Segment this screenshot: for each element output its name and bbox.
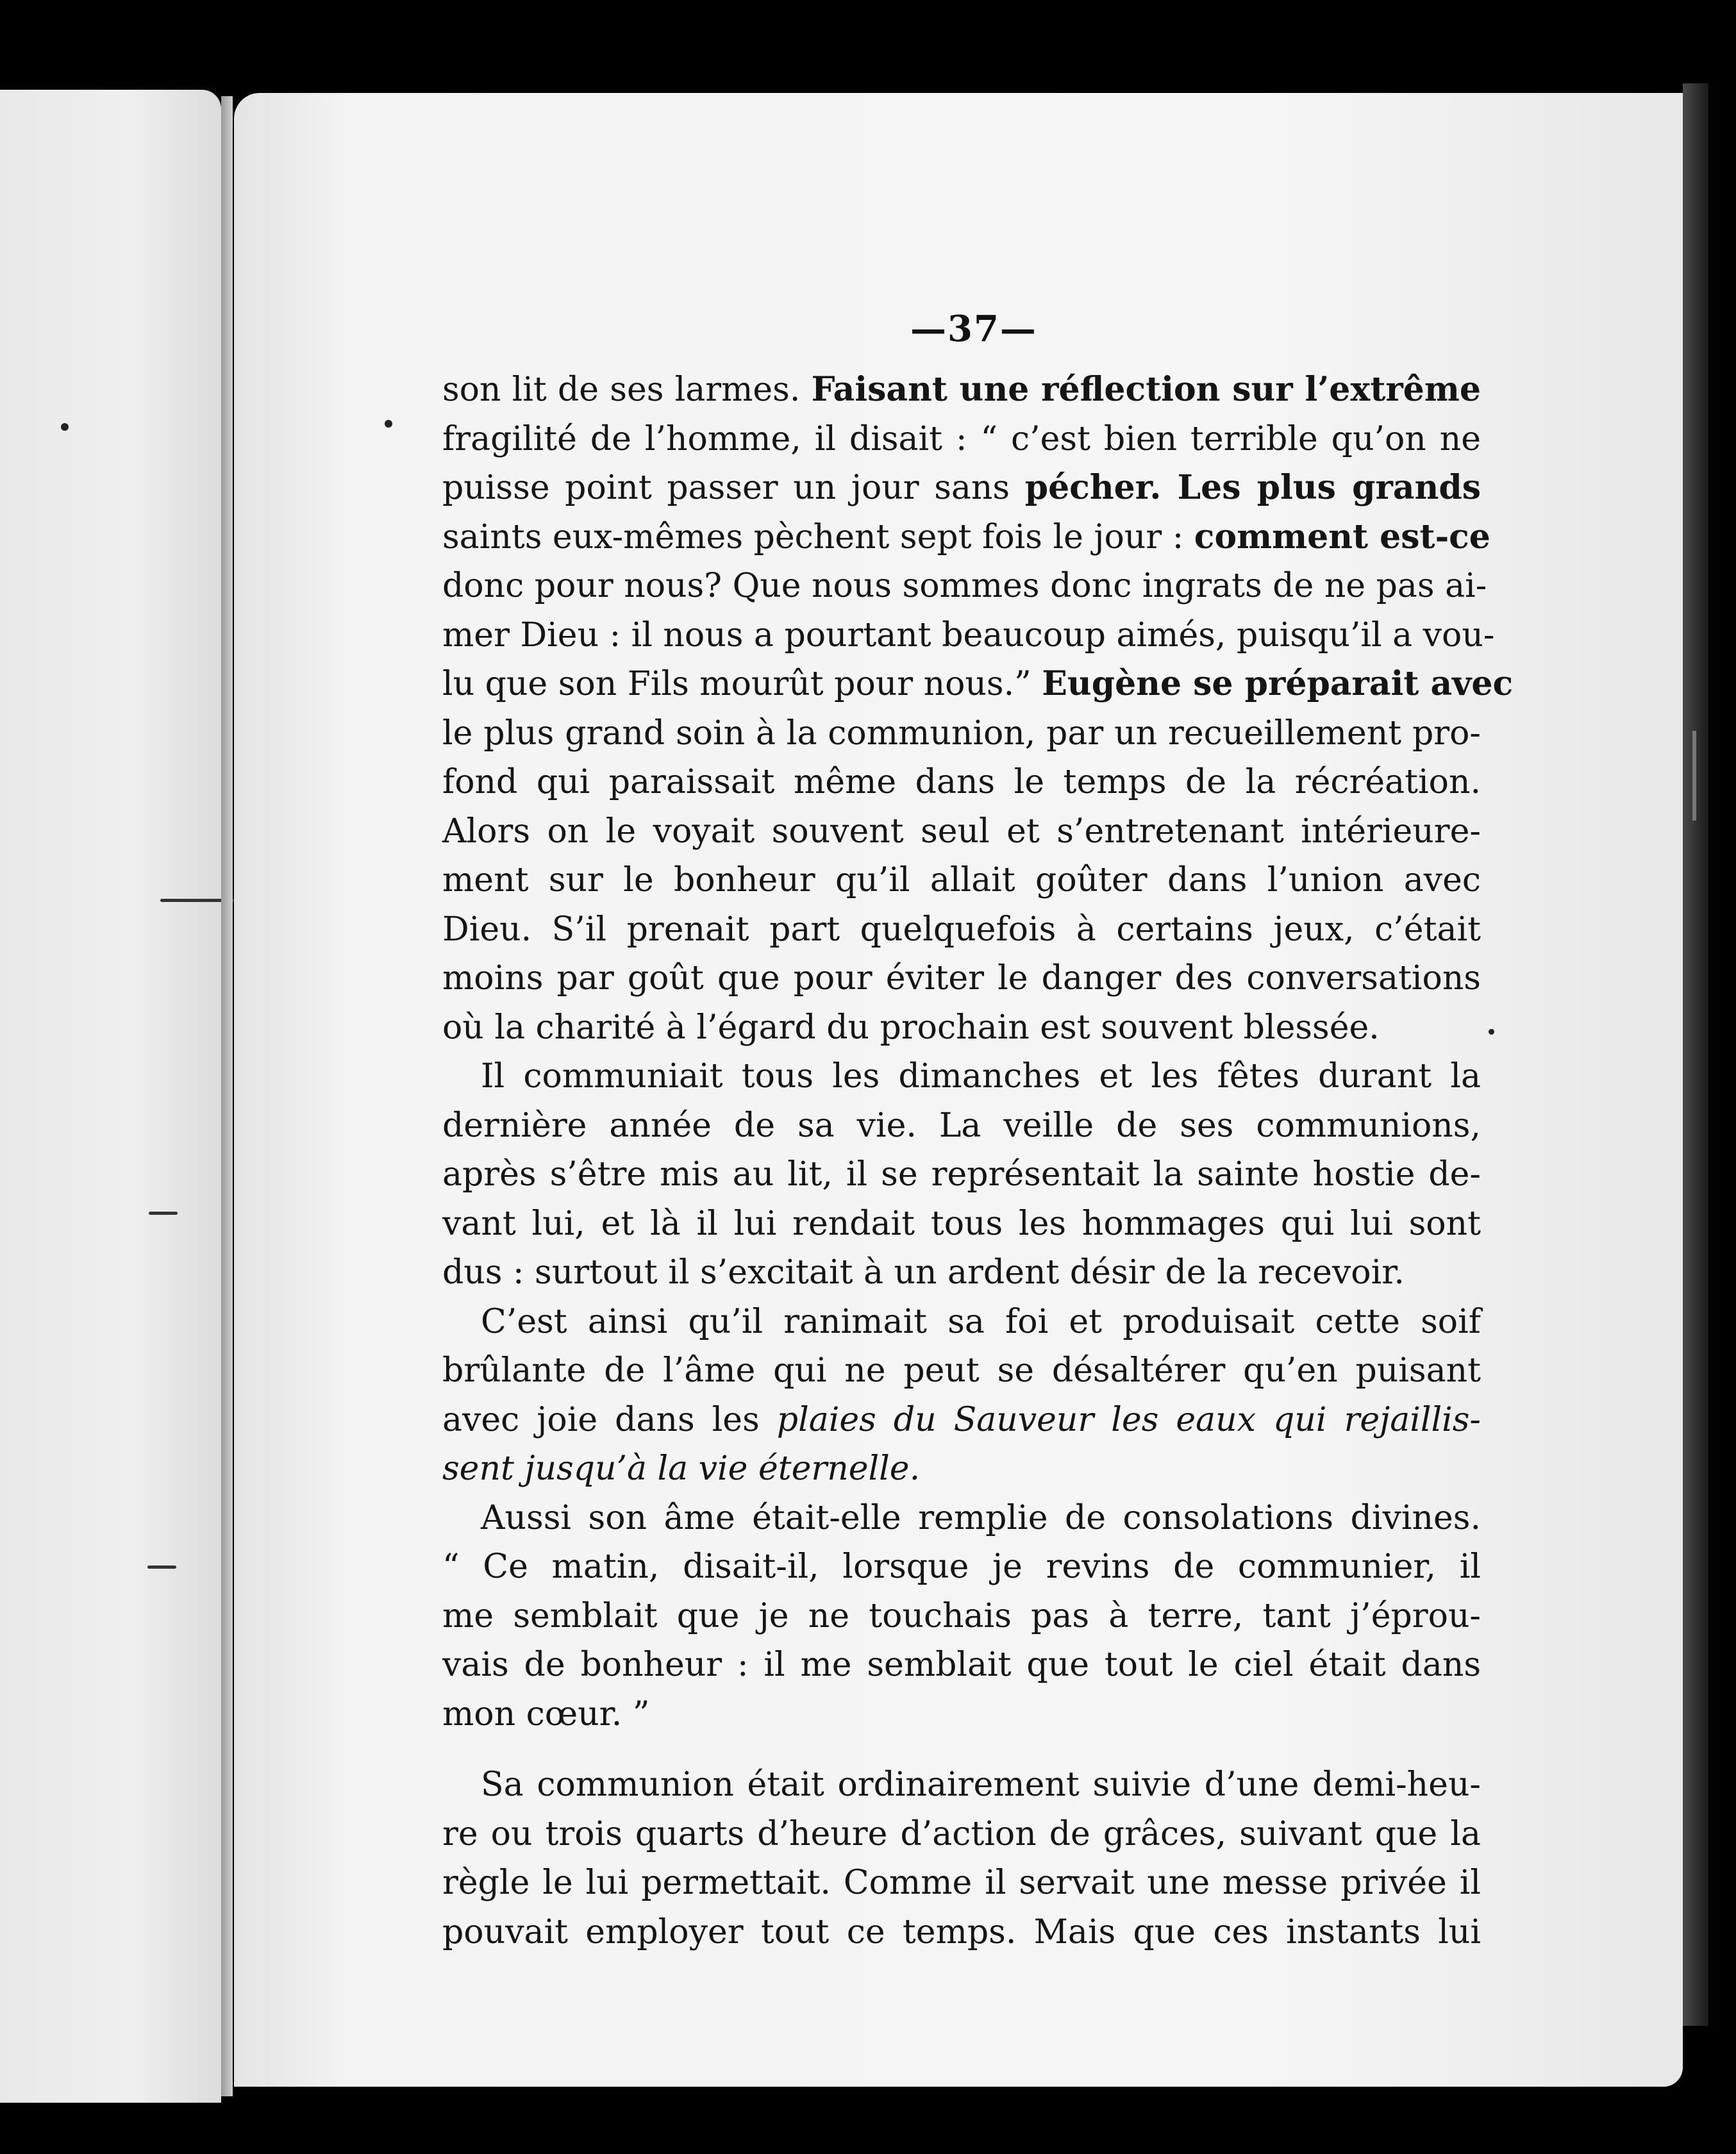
text-segment: donc pour nous? Que nous sommes donc ingrats de ne pas ai- xyxy=(442,567,1487,605)
text-line xyxy=(442,463,1481,513)
text-line xyxy=(442,1052,1481,1101)
text-segment: “ Ce matin, disait-il, lorsque je revins de communier, il xyxy=(442,1548,1481,1586)
text-line xyxy=(442,1101,1481,1151)
text-segment: C’est ainsi qu’il ranimait sa foi et produisait cette soif xyxy=(481,1302,1481,1341)
text-line xyxy=(442,1248,1481,1298)
text-line xyxy=(442,415,1481,464)
text-line xyxy=(442,758,1481,807)
text-segment: Il communiait tous les dimanches et les fêtes durant la xyxy=(481,1057,1481,1096)
page-edge-shadow xyxy=(1683,83,1708,2026)
page-edge-mark xyxy=(1692,731,1696,821)
text-line xyxy=(442,1641,1481,1690)
text-segment: mon cœur. ” xyxy=(442,1694,650,1733)
text-line xyxy=(442,1298,1481,1347)
text-line xyxy=(442,1150,1481,1199)
text-line xyxy=(442,709,1481,758)
text-segment: moins par goût que pour éviter le danger des conversations xyxy=(442,959,1481,998)
paragraph-gap xyxy=(442,1739,1481,1760)
left-page-fragment xyxy=(0,90,221,2103)
text-segment: fond qui paraissait même dans le temps de la récréation. xyxy=(442,763,1481,801)
book-gutter xyxy=(221,96,233,2096)
text-segment: vais de bonheur : il me semblait que tout le ciel était dans xyxy=(442,1646,1481,1684)
page-speck xyxy=(1489,1029,1494,1035)
text-segment: re ou trois quarts d’heure d’action de grâces, suivant que la xyxy=(442,1814,1481,1853)
text-segment: Sa communion était ordinairement suivie d’une demi-heu- xyxy=(481,1766,1481,1804)
text-line xyxy=(442,1760,1481,1810)
text-line xyxy=(442,611,1495,660)
text-line xyxy=(442,856,1481,905)
text-line xyxy=(442,807,1481,856)
italic-text: sent jusqu’à la vie éternelle. xyxy=(442,1449,921,1488)
bold-text: Eugène se préparait avec xyxy=(1042,664,1514,703)
text-segment: Alors on le voyait souvent seul et s’entretenant intérieure- xyxy=(442,812,1481,851)
text-segment: vant lui, et là il lui rendait tous les hommages qui lui sont xyxy=(442,1204,1481,1243)
bold-text: Faisant une réflection sur l’extrême xyxy=(811,370,1481,409)
text-segment: son lit de ses larmes. xyxy=(442,371,812,409)
text-segment: puisse point passer un jour sans xyxy=(442,469,1025,507)
text-line xyxy=(442,365,1481,415)
bold-text: pécher. Les plus grands xyxy=(1024,468,1481,507)
text-segment: règle le lui permettait. Comme il servait une messe privée il xyxy=(442,1864,1481,1902)
text-line xyxy=(442,1908,1481,1957)
text-segment: me semblait que je ne touchais pas à terre, tant j’éprou- xyxy=(442,1596,1481,1635)
text-line xyxy=(442,954,1481,1003)
text-line xyxy=(442,1542,1481,1592)
text-line xyxy=(442,1810,1481,1859)
margin-speck xyxy=(61,423,69,431)
text-line xyxy=(442,1444,1481,1494)
text-segment: brûlante de l’âme qui ne peut se désaltérer qu’en puisant xyxy=(442,1351,1481,1390)
text-segment: lu que son Fils mourût pour nous.” xyxy=(442,665,1042,703)
text-line xyxy=(442,1199,1481,1249)
text-segment: Aussi son âme était-elle remplie de consolations divines. xyxy=(481,1498,1481,1537)
text-segment: pouvait employer tout ce temps. Mais que ces instants lui xyxy=(442,1912,1481,1951)
text-line xyxy=(442,562,1487,611)
text-line xyxy=(442,1003,1481,1053)
text-segment: avec joie dans les xyxy=(442,1400,777,1439)
text-segment: le plus grand soin à la communion, par un recueillement pro- xyxy=(442,714,1481,753)
text-segment: fragilité de l’homme, il disait : “ c’est bien terrible qu’on ne xyxy=(442,419,1481,458)
text-segment: ment sur le bonheur qu’il allait goûter dans l’union avec xyxy=(442,861,1481,899)
text-line xyxy=(442,1396,1481,1445)
text-segment: Dieu. S’il prenait part quelquefois à certains jeux, c’était xyxy=(442,910,1481,949)
margin-mark xyxy=(149,1212,178,1215)
page-number: —37— xyxy=(910,308,1037,350)
text-line xyxy=(442,905,1481,955)
text-segment: dus : surtout il s’excitait à un ardent désir de la recevoir. xyxy=(442,1253,1405,1292)
text-segment: saints eux-mêmes pèchent sept fois le jour : xyxy=(442,517,1194,556)
text-line xyxy=(442,1858,1481,1908)
text-line xyxy=(442,513,1490,562)
body-text xyxy=(442,365,1514,1957)
italic-text: plaies du Sauveur les eaux qui rejaillis- xyxy=(776,1400,1481,1439)
text-line xyxy=(442,1494,1481,1543)
text-line xyxy=(442,1690,1481,1739)
text-segment: où la charité à l’égard du prochain est souvent blessée. xyxy=(442,1008,1380,1047)
text-segment: après s’être mis au lit, il se représentait la sainte hostie de- xyxy=(442,1155,1481,1194)
page-speck xyxy=(385,420,392,428)
bold-text: comment est-ce xyxy=(1194,517,1490,556)
text-line xyxy=(442,660,1514,709)
margin-mark xyxy=(147,1565,176,1569)
text-segment: dernière année de sa vie. La veille de ses communions, xyxy=(442,1106,1481,1145)
text-segment: mer Dieu : il nous a pourtant beaucoup aimés, puisqu’il a vou- xyxy=(442,615,1495,655)
text-line xyxy=(442,1592,1481,1641)
text-line xyxy=(442,1346,1481,1396)
